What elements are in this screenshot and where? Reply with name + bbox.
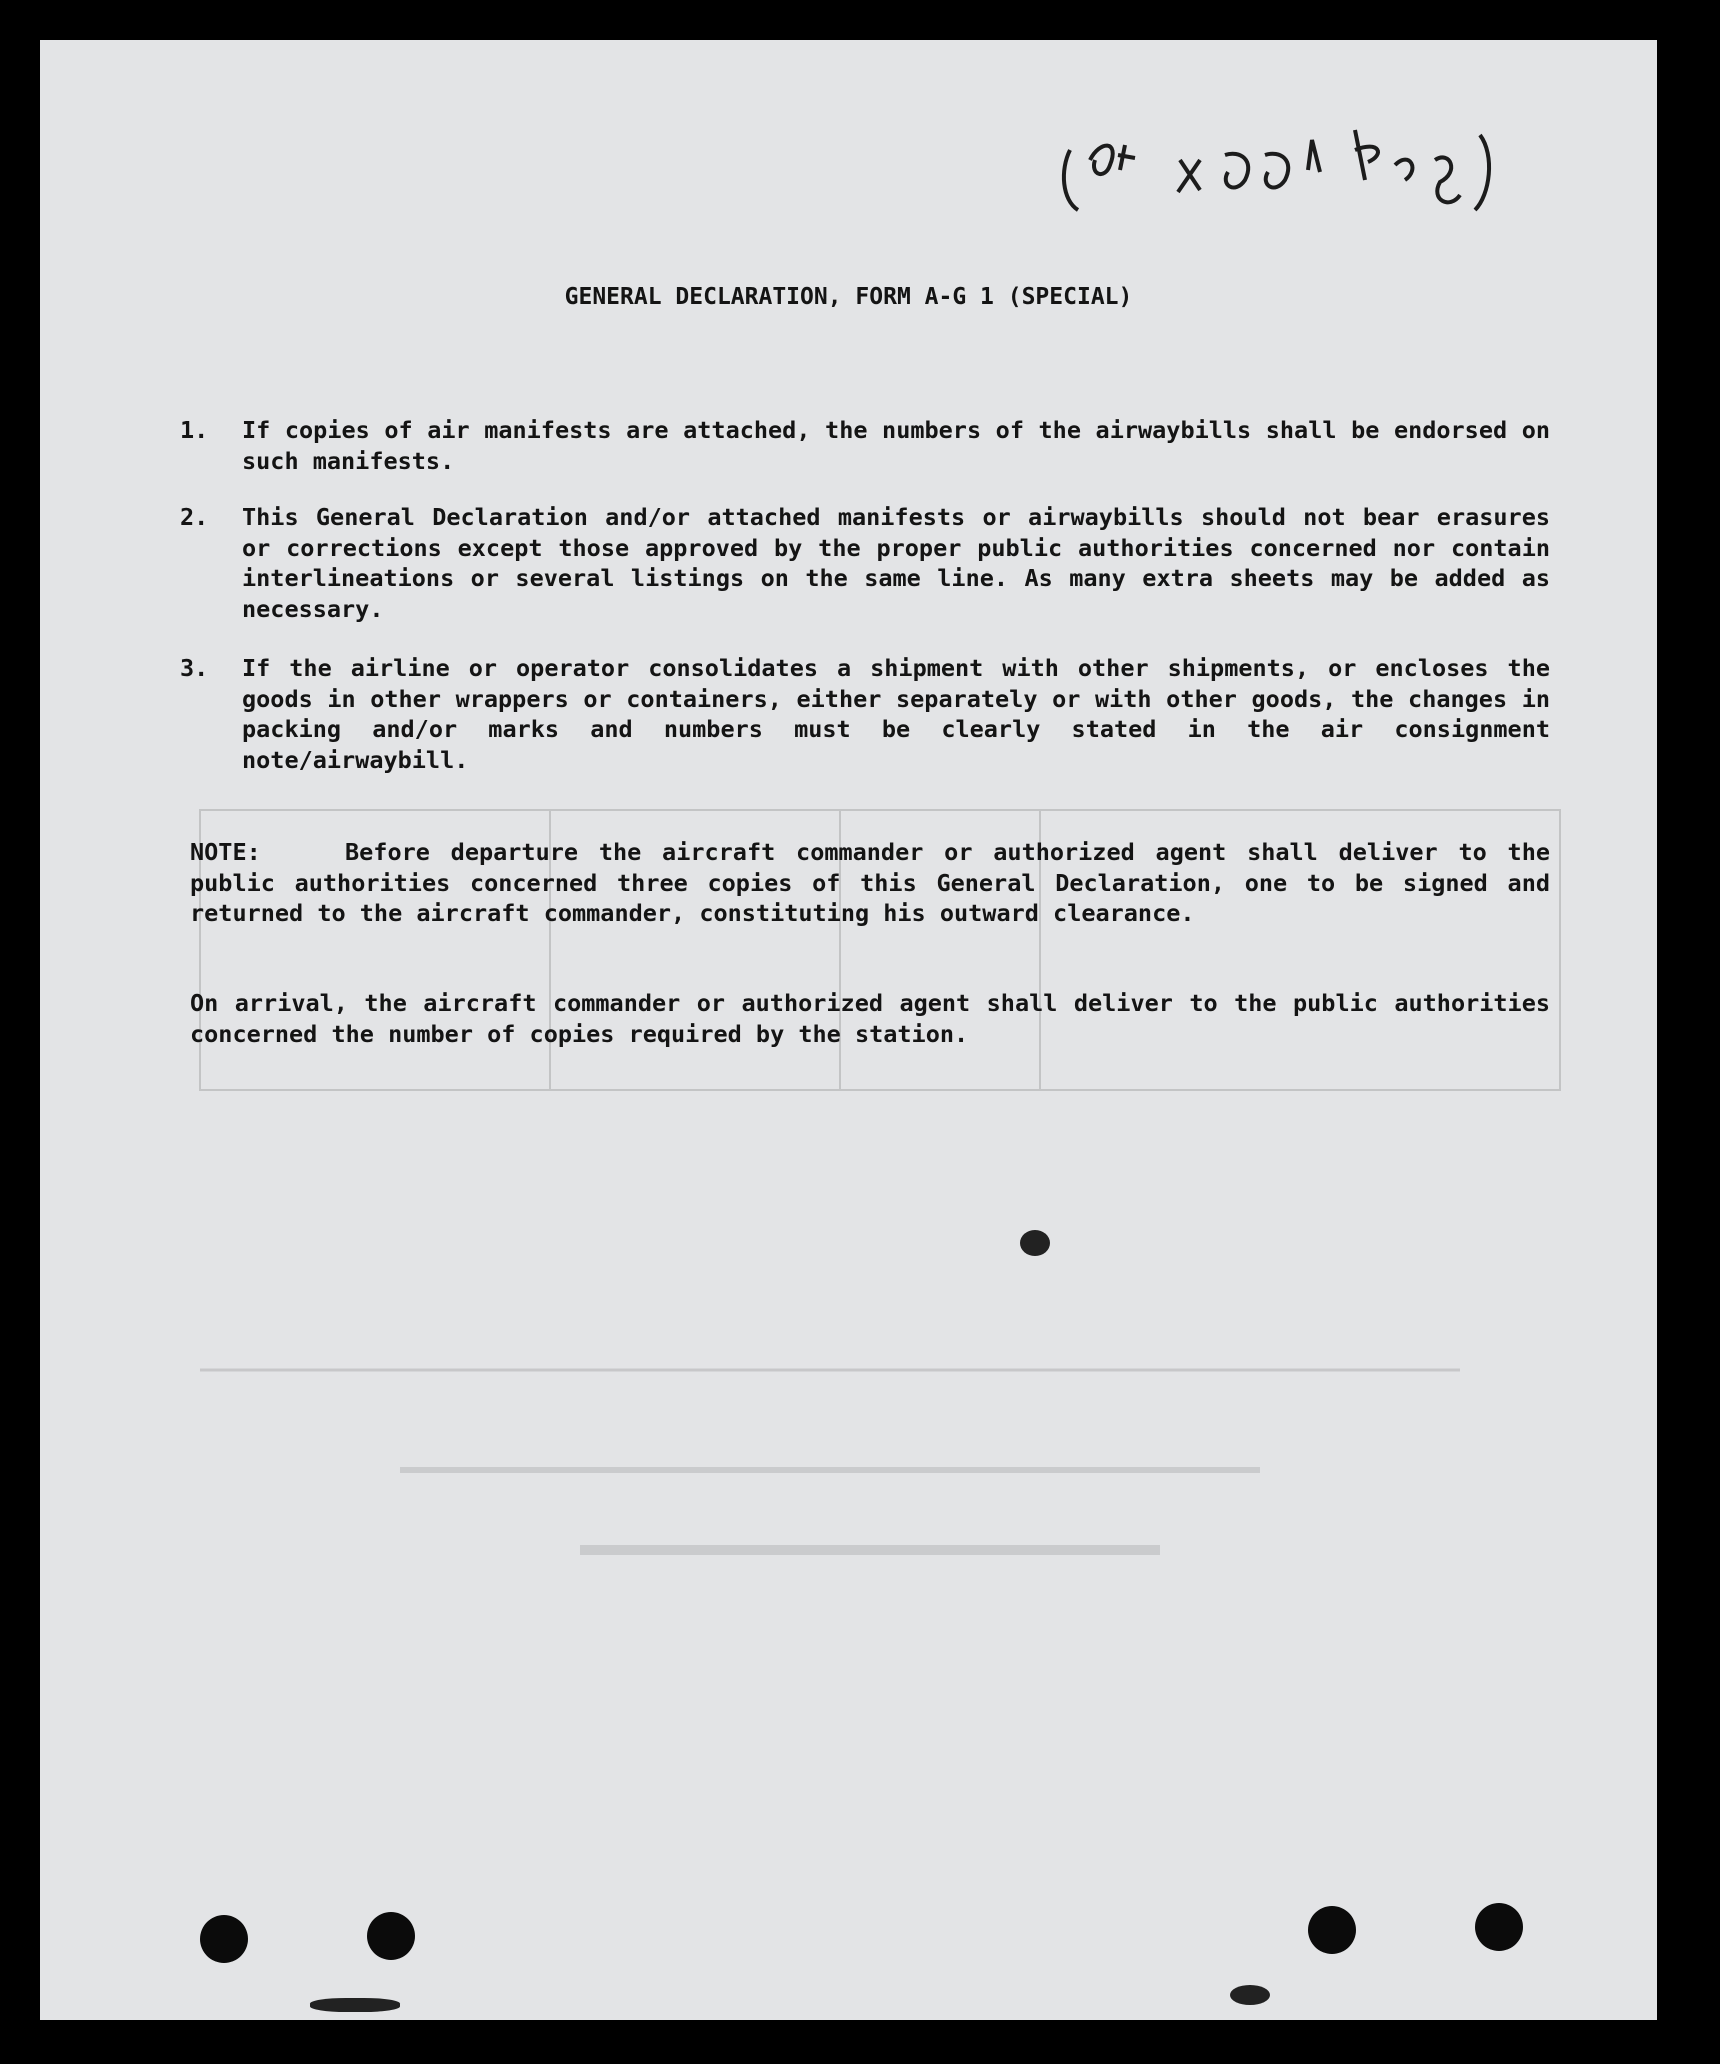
handwritten-annotation: [1050, 110, 1520, 220]
ink-smudge: [1020, 1230, 1050, 1256]
instruction-item-2: [180, 502, 1550, 624]
ink-smudge: [310, 1998, 400, 2012]
document-page: [40, 40, 1657, 2020]
punch-hole: [1308, 1906, 1356, 1954]
arrival-paragraph: On arrival, the aircraft commander or authorized agent shall deliver to the public authorities concerned the number of copies required by the station.: [190, 989, 1550, 1048]
item-number: 1.: [180, 416, 209, 444]
item-number: 3.: [180, 654, 209, 682]
item-text: If copies of air manifests are attached, the numbers of the airwaybills shall be endorsed on such manifests.: [242, 416, 1550, 475]
item-number: 2.: [180, 503, 209, 531]
instruction-item-3: [180, 653, 1550, 775]
note-text: Before departure the aircraft commander or authorized agent shall deliver to the public authorities concerned three copies of this General Declaration, one to be signed and returned to the aircraft commander, constituting his outward clearance.: [190, 838, 1550, 927]
note-paragraph: [190, 837, 1550, 929]
instruction-item-1: [180, 415, 1550, 476]
note-label: NOTE:: [190, 838, 261, 866]
ink-smudge: [1230, 1985, 1270, 2005]
item-text: This General Declaration and/or attached manifests or airwaybills should not bear erasures or corrections except those approved by the proper public authorities concerned nor contain interlineations or several listings on the same line. As many extra sheets may be added as necessary.: [242, 503, 1550, 623]
punch-hole: [200, 1915, 248, 1963]
item-text: If the airline or operator consolidates a shipment with other shipments, or encloses the goods in other wrappers or containers, either separately or with other goods, the changes in packing and/or marks and numbers must be clearly stated in the air consignment note/airwaybill.: [242, 654, 1550, 774]
punch-hole: [1475, 1903, 1523, 1951]
form-title: GENERAL DECLARATION, FORM A-G 1 (SPECIAL): [564, 284, 1133, 310]
punch-hole: [367, 1912, 415, 1960]
